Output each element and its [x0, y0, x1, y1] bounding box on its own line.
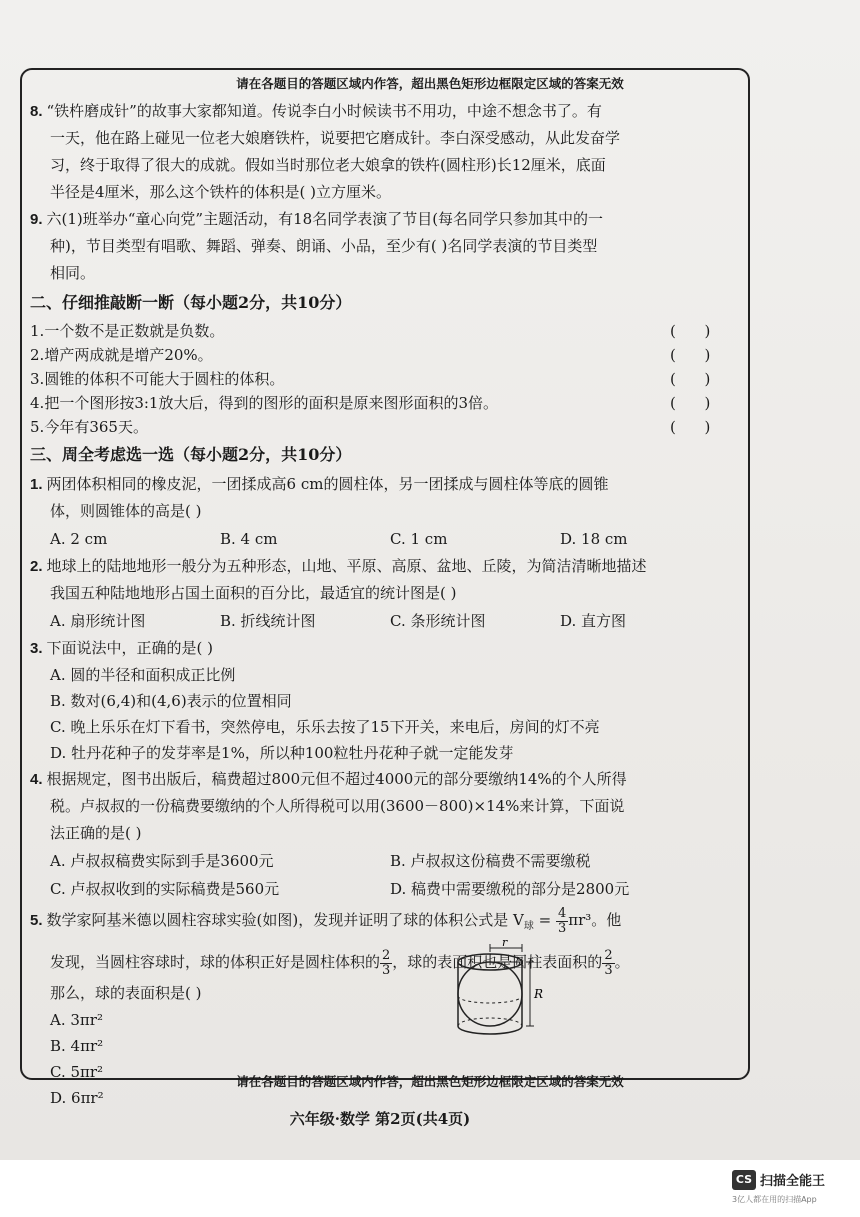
page-footer: 六年级·数学 第2页(共4页) [289, 1110, 471, 1128]
numerator: 4 [557, 905, 567, 921]
question-line: “铁杵磨成针”的故事大家都知道。传说李白小时候读书不用功，中途不想念书了。有 [46, 102, 602, 120]
tf-text: 圆锥的体积不可能大于圆柱的体积。 [44, 370, 285, 388]
question-line: 半径是4厘米，那么这个铁杵的体积是( )立方厘米。 [50, 183, 392, 201]
exam-content [30, 98, 730, 1111]
option-a[interactable]: A. 扇形统计图 [50, 612, 146, 630]
watermark-title: 扫描全能王 [760, 1174, 826, 1189]
option-c[interactable]: C. 卢叔叔收到的实际稿费是560元 [50, 880, 280, 898]
scanner-watermark [732, 1168, 842, 1208]
option-b[interactable]: B. 4 cm [220, 530, 278, 548]
question-text: ，球的表面积也是圆柱表面积的 [392, 953, 603, 971]
inscribed-sphere [458, 962, 522, 1026]
option-b[interactable]: B. 数对(6,4)和(4,6)表示的位置相同 [50, 692, 292, 710]
option-d[interactable]: D. 6πr² [50, 1089, 104, 1107]
option-d[interactable]: D. 稿费中需要缴税的部分是2800元 [390, 880, 630, 898]
header-notice: 请在各题目的答题区域内作答，超出黑色矩形边框限定区域的答案无效 [236, 76, 624, 91]
question-line [30, 944, 730, 980]
question-line: 两团体积相同的橡皮泥，一团揉成高6 cm的圆柱体，另一团揉成与圆柱体等底的圆锥 [46, 475, 609, 493]
question-line: 法正确的是( ) [50, 824, 142, 842]
option-a[interactable]: A. 圆的半径和面积成正比例 [50, 666, 236, 684]
option-a[interactable]: A. 2 cm [50, 530, 108, 548]
question-line: 我国五种陆地地形占国土面积的百分比，最适宜的统计图是( ) [50, 584, 457, 602]
tf-item [30, 367, 730, 391]
option-c[interactable]: C. 1 cm [390, 530, 448, 548]
question-number: 4. [30, 394, 45, 412]
question-number: 5. [30, 418, 45, 436]
question-number: 2. [30, 558, 43, 575]
answer-paren[interactable]: ( ) [670, 346, 711, 364]
question-line: πr³。他 [568, 911, 622, 929]
subscript: 球 [523, 921, 534, 932]
tf-item [30, 319, 730, 343]
option-b[interactable]: B. 卢叔叔这份稿费不需要缴税 [390, 852, 591, 870]
option-c[interactable]: C. 晚上乐乐在灯下看书，突然停电，乐乐去按了15下开关，来电后，房间的灯不亮 [50, 718, 600, 736]
cylinder-bottom-back [458, 1018, 522, 1026]
question-line: 下面说法中，正确的是( ) [46, 639, 213, 657]
section-title: 二、仔细推敲断一断（每小题2分，共10分） [30, 293, 352, 312]
question-9 [30, 206, 730, 233]
answer-paren[interactable]: ( ) [670, 394, 711, 412]
choice-question-1 [30, 471, 730, 498]
tf-text: 一个数不是正数就是负数。 [44, 322, 225, 340]
tf-item [30, 391, 730, 415]
option-a[interactable]: A. 卢叔叔稿费实际到手是3600元 [50, 852, 274, 870]
question-number: 3. [30, 370, 45, 388]
fraction-four-thirds [556, 907, 568, 936]
question-number: 1. [30, 322, 45, 340]
answer-paren[interactable]: ( ) [670, 370, 711, 388]
watermark-subtitle: 3亿人都在用的扫描App [732, 1195, 817, 1204]
footer-notice: 请在各题目的答题区域内作答，超出黑色矩形边框限定区域的答案无效 [236, 1074, 624, 1089]
choice-question-4 [30, 766, 730, 793]
choice-question-3 [30, 635, 730, 662]
question-line: 根据规定，图书出版后，稿费超过800元但不超过4000元的部分要缴纳14%的个人所得 [46, 770, 627, 788]
cylinder-bottom-front [458, 1026, 522, 1034]
denominator: 3 [557, 920, 567, 936]
question-number: 2. [30, 346, 45, 364]
question-line: 数学家阿基米德以圆柱容球实验(如图)，发现并证明了球的体积公式是 V [46, 911, 524, 929]
option-b[interactable]: B. 折线统计图 [220, 612, 316, 630]
options-row [30, 847, 730, 875]
tf-item [30, 343, 730, 367]
question-line: 一天，他在路上碰见一位老大娘磨铁杵，说要把它磨成针。李白深受感动，从此发奋学 [50, 129, 621, 147]
options-row [30, 875, 730, 903]
question-number: 4. [30, 771, 43, 788]
question-line: 习，终于取得了很大的成就。假如当时那位老大娘拿的铁杵(圆柱形)长12厘米，底面 [50, 156, 606, 174]
denominator: 3 [604, 962, 613, 978]
answer-paren[interactable]: ( ) [670, 418, 711, 436]
label-r: r [502, 940, 508, 949]
choice-question-5 [30, 903, 730, 944]
question-line: 那么，球的表面积是( ) [50, 984, 202, 1002]
sphere-equator [458, 996, 522, 1003]
fraction-two-thirds [380, 949, 392, 978]
options-row [30, 525, 730, 553]
question-number: 3. [30, 640, 43, 657]
option-c[interactable]: C. 5πr² [50, 1063, 104, 1081]
question-line: 体，则圆锥体的高是( ) [50, 502, 202, 520]
numerator: 2 [382, 947, 391, 963]
question-number: 5. [30, 912, 43, 929]
cylinder-sphere-figure [450, 940, 560, 1040]
label-R: R [534, 987, 544, 1001]
option-d[interactable]: D. 牡丹花种子的发芽率是1%，所以种100粒牡丹花种子就一定能发芽 [50, 744, 514, 762]
option-a[interactable]: A. 3πr² [50, 1011, 103, 1029]
question-number: 8. [30, 103, 43, 120]
option-d[interactable]: D. 直方图 [560, 612, 627, 630]
option-c[interactable]: C. 条形统计图 [390, 612, 486, 630]
question-number: 9. [30, 211, 43, 228]
cs-logo-icon: CS [732, 1170, 756, 1190]
question-line: 种)，节目类型有唱歌、舞蹈、弹奏、朗诵、小品，至少有( )名同学表演的节目类型 [50, 237, 598, 255]
choice-question-2 [30, 553, 730, 580]
options-row [30, 607, 730, 635]
answer-paren[interactable]: ( ) [670, 322, 711, 340]
numerator: 2 [604, 947, 613, 963]
question-line: 地球上的陆地地形一般分为五种形态，山地、平原、高原、盆地、丘陵，为简洁清晰地描述 [46, 557, 647, 575]
section-title: 三、周全考虑选一选（每小题2分，共10分） [30, 445, 352, 464]
tf-text: 把一个图形按3:1放大后，得到的图形的面积是原来图形面积的3倍。 [44, 394, 498, 412]
question-8 [30, 98, 730, 125]
question-line: 相同。 [50, 264, 96, 282]
fraction-two-thirds [602, 949, 614, 978]
question-text: 。 [614, 953, 630, 971]
question-text: 发现，当圆柱容球时，球的体积正好是圆柱体积的 [50, 953, 381, 971]
question-line: 税。卢叔叔的一份稿费要缴纳的个人所得税可以用(3600－800)×14%来计算，下面说 [50, 797, 625, 815]
equals-sign: = [533, 911, 556, 929]
tf-text: 今年有365天。 [44, 418, 148, 436]
option-d[interactable]: D. 18 cm [560, 530, 628, 548]
option-b[interactable]: B. 4πr² [50, 1037, 104, 1055]
tf-item [30, 415, 730, 439]
denominator: 3 [382, 962, 391, 978]
tf-text: 增产两成就是增产20%。 [44, 346, 213, 364]
question-line: 六(1)班举办“童心向党”主题活动，有18名同学表演了节目(每名同学只参加其中的一 [46, 210, 604, 228]
question-number: 1. [30, 476, 43, 493]
